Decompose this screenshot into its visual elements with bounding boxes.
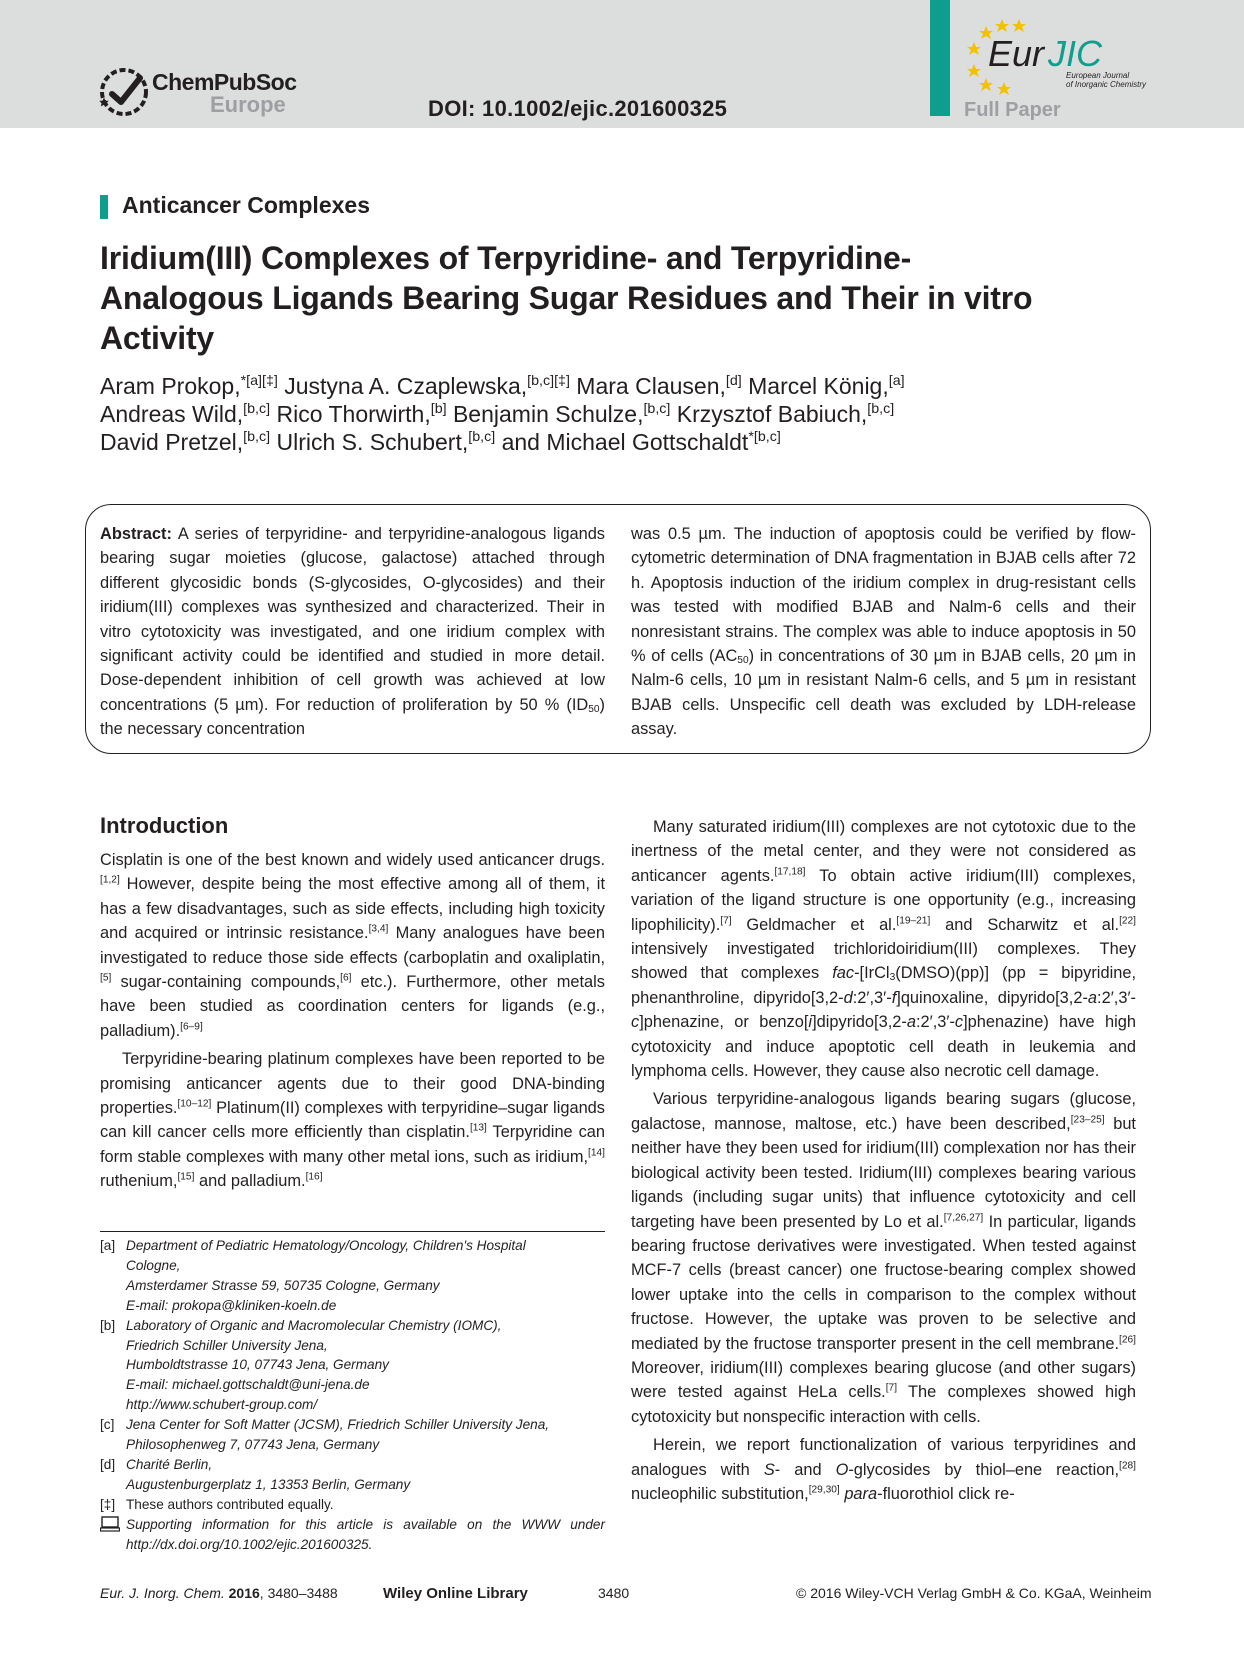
doi-label: DOI: 10.1002/ejic.201600325 [428,96,728,121]
author-affiliation: *[a][‡] [240,373,278,390]
italic-text: fac [832,964,855,983]
computer-icon [100,1516,120,1532]
text-run: nucleophilic substitution, [631,1484,809,1503]
citation-ref: [23–25] [1070,1114,1105,1126]
journal-wordmark: Eur [988,33,1045,74]
author-affiliation: [b,c] [243,429,271,446]
author-name: Benjamin Schulze, [446,401,644,427]
text-run: The complexes showed high cytotoxicity but nonspecific interaction with cells. [631,1383,1136,1426]
author-affiliation: [b] [430,401,447,418]
citation-ref: [7,26,27] [943,1212,984,1224]
publisher-name: ChemPubSoc [152,69,297,95]
text-run: -[IrCl [854,964,890,983]
title-line: Analogous Ligands Bearing Sugar Residues and Their in vitro [100,280,1033,316]
footnote [100,1415,605,1455]
footnote-line: Jena Center for Soft Matter (JCSM), Friedrich Schiller University Jena, [126,1417,550,1433]
abstract-right-column [631,522,1136,742]
text-run: ]quinoxaline, dipyrido[3,2- [896,988,1088,1007]
text-run: Geldmacher et al. [731,915,897,934]
introduction-heading: Introduction [100,813,229,838]
abstract-left-column [100,522,605,742]
footnote-text [126,1455,605,1495]
footnote-line: Friedrich Schiller University Jena, [126,1337,328,1353]
citation-ref: [1,2] [100,875,120,887]
wiley-online-library-label: Wiley Online Library [383,1585,528,1602]
text-run: sugar-containing compounds, [111,973,341,992]
author-name: Marcel König, [741,373,889,399]
footnote [100,1495,605,1515]
title-line: Iridium(III) Complexes of Terpyridine- and Terpyridine- [100,240,912,276]
chempubsoc-logo-icon [96,64,152,120]
abstract-label: Abstract: [100,525,172,543]
footnote [100,1316,605,1416]
author-line [100,400,1140,428]
author-affiliation: [b,c] [468,429,496,446]
text-run: :2′,3′- [1097,988,1136,1007]
citation-ref: [19–21] [896,915,931,927]
footnote-label: [‡] [100,1496,116,1512]
citation-ref: [29,30] [808,1484,840,1496]
text-run: :2′,3′- [915,1013,955,1032]
journal-citation [100,1585,338,1601]
text-run: Many analogues have been investigated to reduce those side effects (carboplatin and oxaliplatin, [100,924,606,967]
italic-text: i [808,1013,813,1032]
text-run: In particular, ligands bearing fructose derivatives were investigated. When tested against MCF-7 cells (breast cancer) one fructose-bearing complex showed lower uptake into the cells in comparison to the complex without fructose. However, the uptake was proven to be selective and mediated by the fructose transporter present in the cell membrane. [631,1212,1136,1353]
copyright-notice: © 2016 Wiley-VCH Verlag GmbH & Co. KGaA, Weinheim [796,1585,1152,1601]
author-name: David Pretzel, [100,429,244,455]
citation-year: 2016 [228,1585,260,1601]
header-accent-bar [930,0,950,116]
article-title [100,238,1140,358]
footnote [100,1455,605,1495]
text-run: Terpyridine-bearing platinum complexes have been reported to be promising anticancer agents due to their good DNA-binding properties. [100,1050,605,1118]
author-affiliation: [b,c] [643,401,671,418]
footnote-text [126,1415,605,1455]
author-affiliation: [b,c] [867,401,895,418]
citation-ref: [28] [1119,1460,1136,1472]
footnote-line: E-mail: michael.gottschaldt@uni-jena.de [126,1377,370,1393]
italic-text: para [844,1484,878,1503]
footnote-label: [b] [100,1317,116,1333]
journal-wordmark-accent: JIC [1048,33,1102,74]
citation-ref: [13] [469,1123,487,1135]
affiliation-footnotes [100,1236,605,1555]
citation-ref: [7] [885,1383,898,1395]
italic-text: c [631,1013,640,1032]
author-affiliation: [d] [725,373,742,390]
author-affiliation: [a] [888,373,905,390]
citation-ref: [7] [720,915,732,927]
subscript: 3 [889,972,896,984]
citation-ref: [15] [177,1171,195,1183]
footnote-line: Augustenburgerplatz 1, 13353 Berlin, Germany [126,1476,411,1492]
footnote-text [126,1515,605,1555]
text-run: but neither have they been used for iridium(III) complexation nor has their biological activity been tested. Iridium(III) complexes bearing various ligands (including sugar units) that influence cytotoxicity and cell targeting have been presented by Lo et al. [631,1114,1136,1231]
author-name: Andreas Wild, [100,401,244,427]
footnote-line: Department of Pediatric Hematology/Oncology, Children's Hospital Cologne, [126,1238,526,1273]
text-run: To obtain active iridium(III) complexes, variation of the ligand structure is one opportunity (e.g., increasing lipophilicity). [631,866,1136,934]
paragraph [631,1087,1136,1429]
journal-subtitle-1: European Journal [1066,71,1130,80]
text-run: Moreover, iridium(III) complexes bearing glucose (and other sugars) were tested against HeLa cells. [631,1358,1136,1402]
footnote [100,1515,605,1555]
text-run: ]phenazine, or benzo[ [639,1013,809,1032]
citation-pages: , 3480–3488 [259,1585,338,1601]
abstract-subscript: 50 [737,655,749,667]
footnote-line: http://www.schubert-group.com/ [126,1397,318,1413]
footnote-label: [c] [100,1417,115,1433]
author-affiliation: *[b,c] [748,429,781,446]
page-number: 3480 [598,1585,630,1601]
footnote-line: Laboratory of Organic and Macromolecular Chemistry (IOMC), [126,1317,502,1333]
section-tag-marker [100,195,108,219]
paper-type-label: Full Paper [964,99,1061,121]
citation-ref: [6–9] [180,1021,203,1033]
footnote-label: [d] [100,1456,116,1472]
author-list [100,372,1140,456]
text-run: -fluorothiol click re- [877,1484,1015,1503]
italic-text: c [954,1013,964,1032]
citation-ref: [6] [340,972,352,984]
citation-ref: [26] [1119,1334,1136,1346]
italic-text: a [1087,988,1098,1007]
abstract-subscript: 50 [588,703,600,715]
citation-ref: [10–12] [177,1098,212,1110]
publisher-region: Europe [210,92,286,117]
italic-text: S [763,1460,775,1479]
footnote-text [126,1316,605,1416]
footnote-text [126,1236,605,1316]
abstract-text: ) in concentrations of 30 µm in BJAB cells, 20 µm in Nalm-6 cells, 10 µm in resistant Nalm-6 cells, and 5 µm in resistant BJAB cells. Unspecific cell death was excluded by LDH-release assay. [631,647,1137,739]
italic-text: f [891,988,897,1007]
abstract-text: ) the necessary concentration [100,695,605,739]
abstract-text: A series of terpyridine- and terpyridine-analogous ligands bearing sugar moieties (glucose, galactose) attached through different glycosidic bonds (S-glycosides, O-glycosides) and their iridium(III) complexes was synthesized and characterized. Their in vitro cytotoxicity was investigated, and one iridium complex with significant activity could be identified and studied in more detail. Dose-dependent inhibition of cell growth was achieved at low concentrations (5 µm). For reduction of proliferation by 50 % (ID [100,525,605,714]
section-tag: Anticancer Complexes [122,192,370,218]
author-name: Ulrich S. Schubert, [270,429,469,455]
author-name: Krzysztof Babiuch, [670,401,868,427]
footnote-line: Amsterdamer Strasse 59, 50735 Cologne, Germany [126,1277,440,1293]
text-run: ]dipyrido[3,2- [812,1013,907,1032]
text-run: :2′,3′- [852,988,892,1007]
footnote-line: E-mail: prokopa@kliniken-koeln.de [126,1297,337,1313]
text-run: ]phenazine) have high cytotoxicity and induce apoptotic cell death in leukemia and lymphoma cells. However, they cause also necrotic cell damage. [631,1013,1136,1081]
footnote-line: Philosophenweg 7, 07743 Jena, Germany [126,1437,380,1453]
text-run: Various terpyridine-analogous ligands bearing sugars (glucose, galactose, mannose, maltose, etc.) have been described, [631,1090,1136,1133]
body-right-column [631,815,1136,1506]
eurjic-logo [964,14,1154,96]
italic-text: a [906,1013,916,1032]
text-run: intensively investigated trichloridoiridium(III) complexes. They showed that complexes [631,940,1136,983]
paragraph [100,848,605,1043]
footnote-line: These authors contributed equally. [126,1496,334,1512]
footnote-line: Charité Berlin, [126,1456,213,1472]
author-line [100,428,1140,456]
paragraph [631,815,1136,1083]
author-affiliation: [b,c][‡] [527,373,570,390]
text-run: (DMSO)(pp)] (pp = bipyridine, phenanthroline, dipyrido[3,2- [631,964,1136,1007]
journal-subtitle-2: of Inorganic Chemistry [1066,80,1147,89]
citation-ref: [22] [1119,915,1137,927]
footnote-label: [a] [100,1238,116,1253]
abstract-text: was 0.5 µm. The induction of apoptosis could be verified by flow-cytometric determination of DNA fragmentation in BJAB cells after 72 h. Apoptosis induction of the iridium complex in drug-resistant cells was tested with modified BJAB and Nalm-6 cells and their nonresistant strains. The complex was able to induce apoptosis in 50 % of cells (AC [631,525,1136,666]
journal-abbrev: Eur. J. Inorg. Chem. [100,1585,225,1601]
text-run: Many saturated iridium(III) complexes are not cytotoxic due to the inertness of the metal center, and they were not considered as anticancer agents. [631,818,1136,885]
citation-ref: [5] [100,972,112,984]
body-left-column [100,848,605,1194]
text-run: Platinum(II) complexes with terpyridine–sugar ligands can kill cancer cells more efficiently than cisplatin. [100,1099,605,1142]
text-run: Cisplatin is one of the best known and widely used anticancer drugs. [100,851,605,869]
footnote [100,1236,605,1316]
author-name: Rico Thorwirth, [270,401,431,427]
italic-text: d [843,988,853,1007]
author-name: Aram Prokop, [100,373,241,399]
citation-ref: [17,18] [774,866,806,878]
author-line [100,372,1140,400]
text-run: and palladium. [194,1172,306,1191]
italic-text: O [835,1460,849,1479]
footnote-divider [100,1231,605,1232]
paragraph [631,1433,1136,1506]
author-affiliation: [b,c] [243,401,271,418]
author-name: Justyna A. Czaplewska, [277,373,528,399]
text-run: Terpyridine can form stable complexes with many other metal ions, such as iridium, [100,1123,606,1166]
text-run: etc.). Furthermore, other metals have been studied as coordination centers for ligands (e.g., palladium). [100,973,605,1040]
text-run: However, despite being the most effective among all of them, it has a few disadvantages, such as side effects, including high toxicity and acquired or intrinsic resistance. [100,875,605,943]
citation-ref: [16] [305,1171,323,1183]
footnote-line: Supporting information for this article is available on the WWW under http://dx.doi.org/10.1002/ejic.201600325. [126,1516,605,1552]
text-run: ruthenium, [100,1172,178,1191]
text-run: and Scharwitz et al. [930,915,1120,934]
footnote-label [100,1515,126,1555]
citation-ref: [3,4] [368,923,389,935]
footnote-line: Humboldtstrasse 10, 07743 Jena, Germany [126,1357,389,1373]
title-line: Activity [100,320,214,356]
text-run: -glycosides by thiol–ene reaction, [848,1460,1120,1479]
text-run: Herein, we report functionalization of various terpyridines and analogues with [631,1436,1136,1479]
footnote-text [126,1495,605,1515]
author-name: Mara Clausen, [569,373,726,399]
paragraph [100,1047,605,1193]
citation-ref: [14] [588,1147,605,1159]
text-run: - and [774,1460,836,1479]
author-name: and Michael Gottschaldt [495,429,749,455]
